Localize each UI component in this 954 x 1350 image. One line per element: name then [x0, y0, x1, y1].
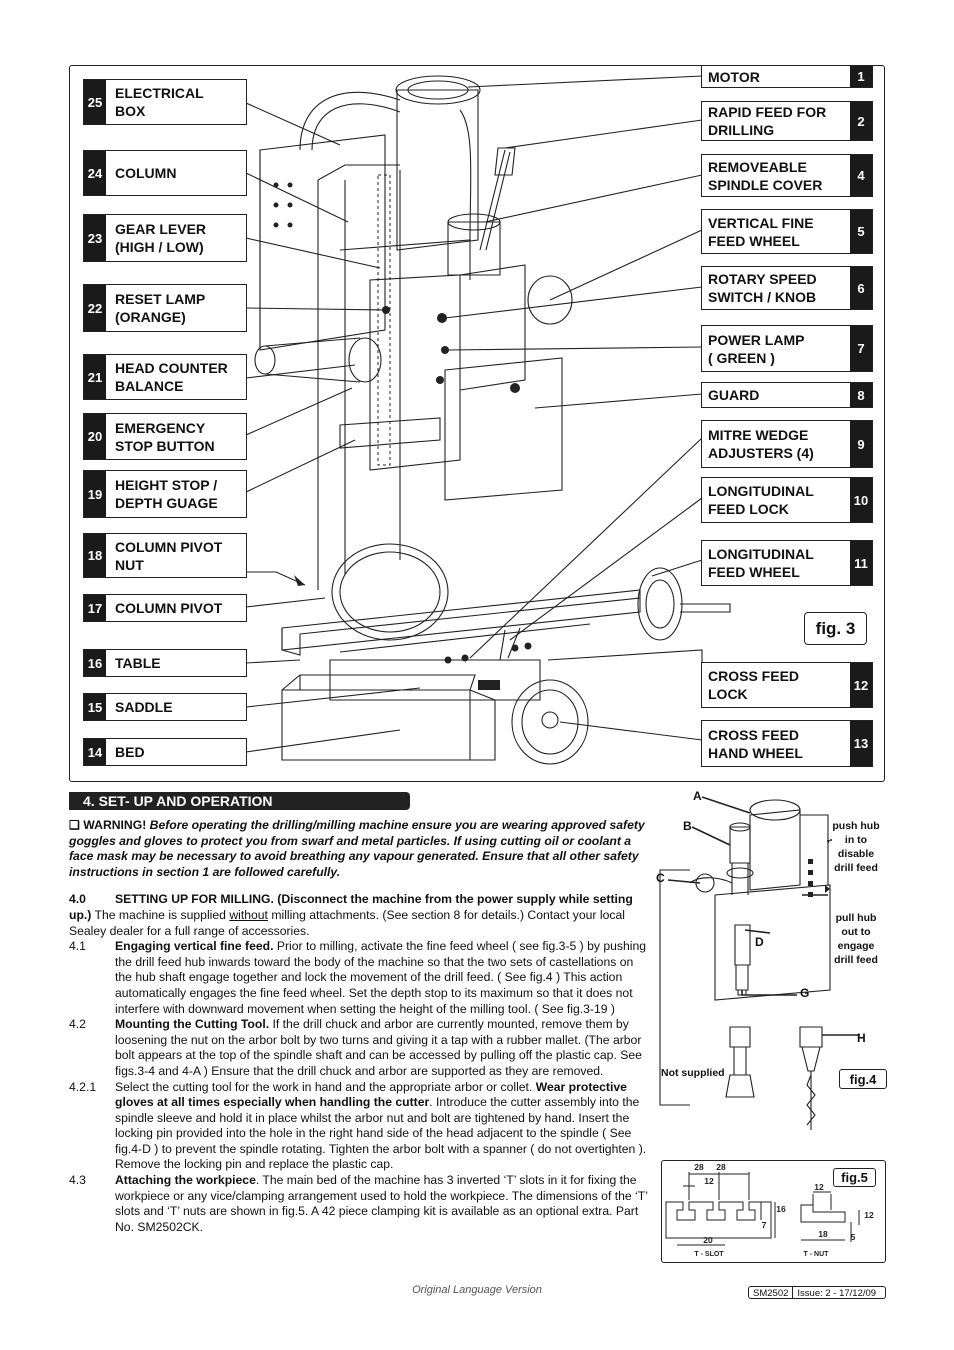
fig4-not-supplied: Not supplied: [661, 1067, 725, 1079]
callout-label: LONGITUDINAL FEED LOCK: [708, 483, 814, 517]
callout-label: ROTARY SPEED SWITCH / KNOB: [708, 271, 817, 305]
callout-number: 4: [850, 155, 872, 196]
callout-24: [83, 150, 247, 196]
callout-number: 22: [84, 285, 106, 331]
fig5-dim-28b: 28: [716, 1162, 726, 1172]
callout-20: [83, 413, 247, 460]
callout-number: 16: [84, 650, 106, 676]
fig5-dim-28a: 28: [694, 1162, 704, 1172]
callout-label: HEIGHT STOP / DEPTH GUAGE: [115, 477, 218, 511]
fig5-tslot-label: T - SLOT: [694, 1251, 724, 1258]
callout-number: 18: [84, 534, 106, 577]
fig5-dim-5: 5: [850, 1232, 856, 1242]
callout-label: ELECTRICAL BOX: [115, 85, 204, 119]
footer-doc-code: [748, 1286, 886, 1299]
callout-label: GEAR LEVER (HIGH / LOW): [115, 221, 207, 255]
fig5-dim-16: 16: [776, 1204, 786, 1214]
callout-number: 23: [84, 215, 106, 261]
fig4-letter-b: B: [683, 819, 692, 833]
callout-number: 20: [84, 414, 106, 459]
fig4-pull-note: pull hub out to engage drill feed: [834, 912, 878, 966]
callout-number: 15: [84, 694, 106, 720]
fig4-push-note: push hub in to disable drill feed: [832, 820, 880, 874]
fig4-letter-c: C: [656, 871, 665, 885]
callout-label: LONGITUDINAL FEED WHEEL: [708, 546, 814, 580]
callout-label: BED: [115, 744, 145, 760]
callout-7: [701, 325, 873, 372]
callout-15: [83, 693, 247, 721]
callout-label: VERTICAL FINE FEED WHEEL: [708, 214, 814, 249]
callout-number: 19: [84, 471, 106, 517]
callout-number: 11: [850, 541, 872, 585]
callout-10: [701, 477, 873, 523]
callout-2: [701, 101, 873, 141]
callout-number: 21: [84, 355, 106, 399]
callout-14: [83, 738, 247, 766]
callout-label: MOTOR: [708, 68, 760, 85]
callout-number: 14: [84, 739, 106, 765]
callout-23: [83, 214, 247, 262]
callout-1: [701, 65, 873, 88]
paragraph-4-2-1: 4.2.1 Select the cutting tool for the work in hand and the appropriate arbor or collet. Wear protective gloves at all times especially when handling the cutter. Introduce the cutter assembly into the spindle sleeve and hold it in place whilst the arbor nut and bolt are tightened by hand. Insert the locking pin provided into the hole in the right hand side of the head adjacent to the spindle ( See fig.4-D ) to prevent the spindle rotating. Tighten the arbor bolt with a spanner ( do not overtighten ). Remove the locking pin and replace the plastic cap.: [69, 1079, 647, 1172]
callout-label: MITRE WEDGE ADJUSTERS (4): [708, 427, 814, 461]
callout-number: 1: [850, 66, 872, 87]
callout-16: [83, 649, 247, 677]
callout-number: 5: [850, 210, 872, 253]
callout-number: 8: [850, 383, 872, 407]
callout-number: 24: [84, 151, 106, 195]
fig4-letter-d: D: [755, 935, 764, 949]
fig5-dim-12b: 12: [814, 1182, 824, 1192]
callout-label: CROSS FEED LOCK: [708, 668, 800, 702]
fig5-tnut-label: T - NUT: [803, 1251, 829, 1258]
paragraph-4-3: 4.3 Attaching the workpiece. The main bed of the machine has 3 inverted ‘T’ slots in it for fixing the workpiece or any vice/clamping arrangement used to hold the workpiece. The dimensions of the ‘T’ slots and ‘T’ nuts are shown in fig.5. A 42 piece clamping kit is available as an optional extra. Part No. SM2502CK.: [69, 1173, 648, 1234]
figure-3-tag: fig. 3: [804, 612, 867, 645]
fig5-dim-20: 20: [703, 1235, 713, 1245]
fig5-dim-12a: 12: [704, 1176, 714, 1186]
callout-number: 13: [850, 721, 872, 766]
callout-18: [83, 533, 247, 578]
callout-label: TABLE: [115, 655, 161, 671]
footer-issue: Issue: 2 - 17/12/09: [792, 1287, 880, 1298]
callout-label: POWER LAMP ( GREEN ): [708, 331, 805, 366]
callout-label: HEAD COUNTER BALANCE: [115, 360, 228, 394]
callout-label: SADDLE: [115, 699, 173, 715]
callout-13: [701, 720, 873, 767]
callout-label: EMERGENCY STOP BUTTON: [115, 419, 215, 454]
callout-21: [83, 354, 247, 400]
callout-number: 25: [84, 80, 106, 124]
callout-label: COLUMN PIVOT: [115, 600, 223, 616]
callout-number: 7: [850, 326, 872, 371]
callout-19: [83, 470, 247, 518]
paragraph-4-0: 4.0 SETTING UP FOR MILLING. (Disconnect the machine from the power supply while setting up.) The machine is supplied without milling attachments. (See section 8 for details.) Contact your local Sealey dealer for a full range of accessories.: [69, 892, 633, 938]
callout-22: [83, 284, 247, 332]
callout-9: [701, 420, 873, 468]
callout-number: 17: [84, 595, 106, 621]
fig5-dim-18: 18: [818, 1229, 828, 1239]
callout-label: CROSS FEED HAND WHEEL: [708, 726, 803, 761]
callout-number: 6: [850, 267, 872, 309]
fig4-letter-h: H: [857, 1031, 866, 1045]
callout-8: [701, 382, 873, 408]
callout-11: [701, 540, 873, 586]
callout-4: [701, 154, 873, 197]
fig4-letter-a: A: [693, 789, 702, 803]
figure-5-tag: fig.5: [833, 1168, 876, 1187]
footer-language: Original Language Version: [412, 1284, 542, 1296]
paragraph-4-2: 4.2 Mounting the Cutting Tool. If the drill chuck and arbor are currently mounted, remove them by loosening the nut on the arbor bolt by two turns and giving it a tap with a rubber mallet. (The arbor bolt appears at the top of the spindle shaft and can be accessed by pulling off the plastic cap. See figs.3-4 and 4-A ) Ensure that the drill chuck and arbor are supported as they are removed.: [69, 1017, 642, 1078]
callout-12: [701, 662, 873, 708]
callout-label: REMOVEABLE SPINDLE COVER: [708, 158, 823, 193]
figure-4-tag: fig.4: [839, 1069, 887, 1089]
callout-5: [701, 209, 873, 254]
fig4-letter-g: G: [800, 986, 810, 1000]
callout-label: COLUMN PIVOT NUT: [115, 538, 223, 573]
paragraph-4-1: 4.1 Engaging vertical fine feed. Prior to milling, activate the fine feed wheel ( see fig.3-5 ) by pushing the drill feed hub inwards toward the body of the machine so that the two sets of castellations on the hub shaft engage together and lock the movement of the drill feed. ( See fig.4 ) This action automatically engages the fine feed wheel. Set the depth stop to its maximum so that it does not interfere with downward movement when setting the height of the milling tool. ( See fig.3-19 ): [69, 939, 647, 1016]
callout-label: RESET LAMP (ORANGE): [115, 291, 206, 325]
warning-paragraph: ❑ WARNING! Before operating the drilling/milling machine ensure you are wearing approved safety goggles and gloves to protect you from swarf and metal particles. If using cutting oil or coolant a face mask may be necessary to avoid breathing any vapour generated. Ensure that all other safety instructions in section 1 are followed carefully.: [69, 818, 645, 879]
callout-number: 10: [850, 478, 872, 522]
footer-model: SM2502: [753, 1288, 789, 1299]
callout-17: [83, 594, 247, 622]
callout-label: COLUMN: [115, 165, 177, 181]
section-body: [69, 818, 653, 1235]
callout-number: 12: [850, 663, 872, 707]
fig5-dim-7: 7: [761, 1220, 767, 1230]
callout-25: [83, 79, 247, 125]
callout-number: 2: [850, 102, 872, 140]
callout-label: RAPID FEED FOR DRILLING: [708, 104, 827, 138]
callout-6: [701, 266, 873, 310]
section-heading: 4. SET- UP AND OPERATION: [69, 792, 410, 810]
fig5-dim-12c: 12: [864, 1210, 874, 1220]
callout-number: 9: [850, 421, 872, 467]
callout-label: GUARD: [708, 387, 760, 403]
